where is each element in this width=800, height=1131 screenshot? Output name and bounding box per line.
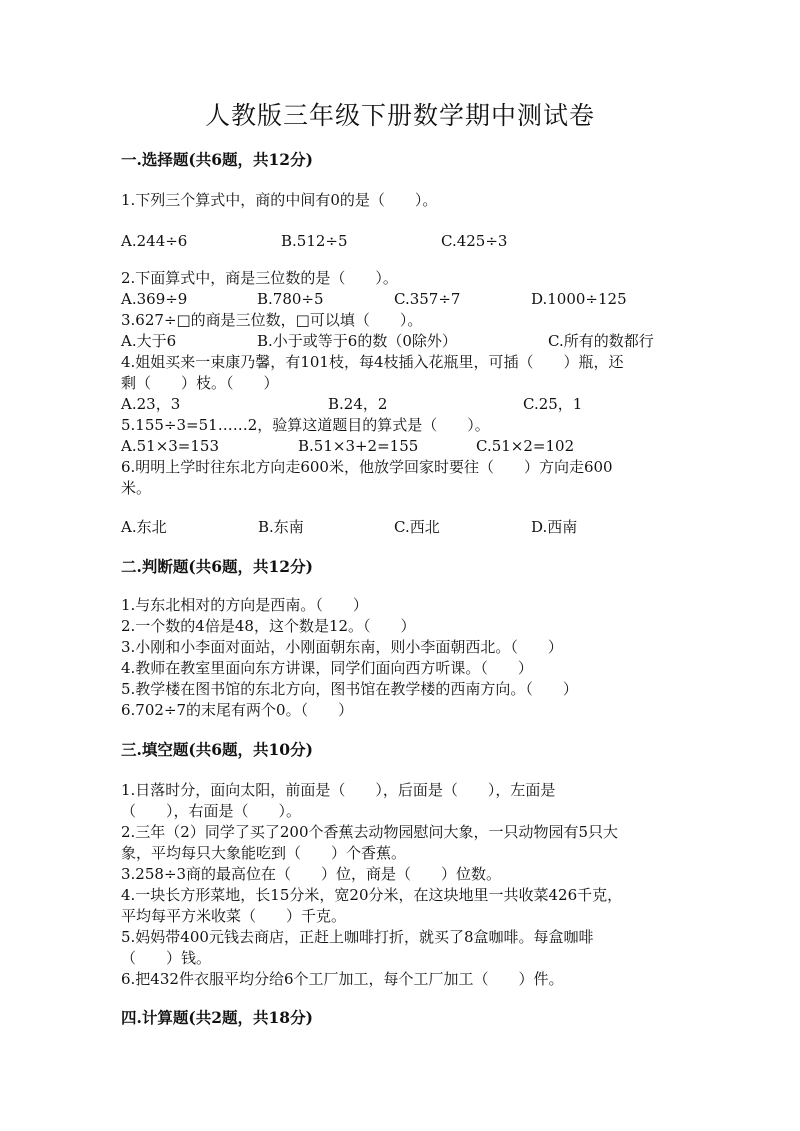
list-item: 4.教师在教室里面向东方讲课，同学们面向西方听课。（ ）	[121, 659, 533, 677]
question-text: 5.155÷3=51……2，验算这道题目的算式是（ ）。	[121, 416, 490, 434]
option-c: C.西北	[394, 518, 440, 536]
section-heading-fill: 三.填空题(共6题，共10分)	[121, 740, 313, 759]
question-text: 4.姐姐买来一束康乃馨，有101枝，每4枝插入花瓶里，可插（ ）瓶，还	[121, 353, 624, 371]
question-text-cont: 平均每平方米收菜（ ）千克。	[121, 907, 347, 925]
question-text: 2.三年（2）同学了买了200个香蕉去动物园慰问大象，一只动物园有5只大	[121, 823, 619, 841]
question-text: 5.妈妈带400元钱去商店，正赶上咖啡打折，就买了8盒咖啡。每盒咖啡	[121, 928, 594, 946]
option-d: D.1000÷125	[531, 290, 627, 308]
question-text-cont: 米。	[121, 479, 152, 497]
list-item: 2.一个数的4倍是48，这个数是12。（ ）	[121, 617, 416, 635]
page-title: 人教版三年级下册数学期中测试卷	[204, 101, 595, 130]
question-text-cont: （ ），右面是（ ）。	[121, 802, 302, 820]
option-b: B.512÷5	[281, 232, 348, 250]
option-d: D.西南	[531, 518, 578, 536]
option-b: B.51×3+2=155	[298, 437, 419, 455]
question-text: 6.把432件衣服平均分给6个工厂加工，每个工厂加工（ ）件。	[121, 970, 564, 988]
question-text-cont: 剩（ ）枝。（ ）	[121, 374, 279, 392]
option-a: A.369÷9	[121, 290, 188, 308]
option-b: B.24，2	[328, 395, 388, 413]
option-a: A.244÷6	[121, 232, 188, 250]
question-text: 3.627÷□的商是三位数，□可以填（ ）。	[121, 311, 423, 329]
option-c: C.51×2=102	[476, 437, 575, 455]
option-a: A.23，3	[121, 395, 181, 413]
option-c: C.25，1	[523, 395, 583, 413]
option-c: C.357÷7	[394, 290, 461, 308]
option-c: C.所有的数都行	[548, 332, 654, 350]
list-item: 3.小刚和小李面对面站，小刚面朝东南，则小李面朝西北。（ ）	[121, 638, 563, 656]
section-heading-choice: 一.选择题(共6题，共12分)	[121, 150, 313, 169]
option-b: B.780÷5	[257, 290, 324, 308]
option-b: B.小于或等于6的数（0除外）	[257, 332, 457, 350]
section-heading-judge: 二.判断题(共6题，共12分)	[121, 557, 313, 576]
question-text: 1.日落时分，面向太阳，前面是（ ），后面是（ ），左面是	[121, 781, 556, 799]
question-text-cont: 象，平均每只大象能吃到（ ）个香蕉。	[121, 844, 407, 862]
question-text: 3.258÷3商的最高位在（ ）位，商是（ ）位数。	[121, 865, 502, 883]
question-text: 1.下列三个算式中，商的中间有0的是（ ）。	[121, 191, 438, 209]
question-text-cont: （ ）钱。	[121, 949, 212, 967]
option-a: A.大于6	[121, 332, 177, 350]
option-a: A.51×3=153	[121, 437, 219, 455]
option-b: B.东南	[258, 518, 304, 536]
list-item: 1.与东北相对的方向是西南。（ ）	[121, 596, 368, 614]
question-text: 2.下面算式中，商是三位数的是（ ）。	[121, 269, 398, 287]
list-item: 6.702÷7的末尾有两个0。（ ）	[121, 701, 354, 719]
list-item: 5.教学楼在图书馆的东北方向，图书馆在教学楼的西南方向。（ ）	[121, 680, 578, 698]
section-heading-calc: 四.计算题(共2题，共18分)	[121, 1008, 313, 1027]
question-text: 6.明明上学时往东北方向走600米，他放学回家时要往（ ）方向走600	[121, 458, 613, 476]
question-text: 4.一块长方形菜地，长15分米，宽20分米，在这块地里一共收菜426千克，	[121, 886, 623, 904]
option-a: A.东北	[121, 518, 167, 536]
option-c: C.425÷3	[441, 232, 508, 250]
